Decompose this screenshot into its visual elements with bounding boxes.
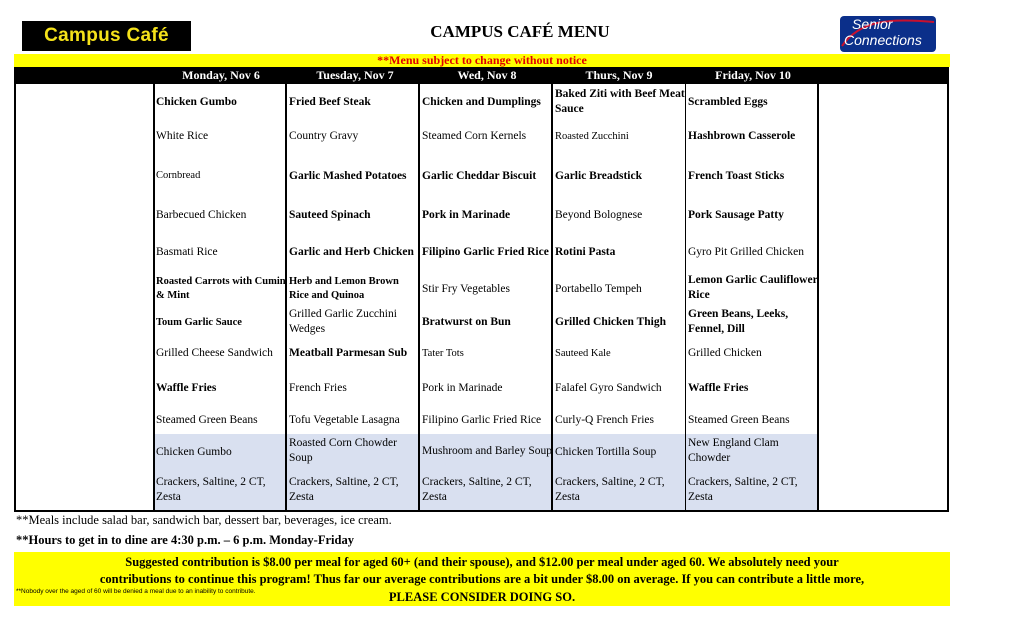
menu-item: Pork Sausage Patty [688, 208, 784, 221]
menu-item: Toum Garlic Sauce [156, 316, 242, 328]
menu-item: Rotini Pasta [555, 245, 616, 258]
day-header-friday: Friday, Nov 10 [715, 68, 791, 82]
menu-item: Pork in Marinade [422, 381, 503, 394]
menu-item: Grilled Garlic Zucchini Wedges [289, 308, 397, 335]
menu-item: Crackers, Saltine, 2 CT, Zesta [688, 476, 798, 503]
menu-item: Roasted Zucchini [555, 130, 629, 142]
menu-item: New England Clam Chowder [688, 437, 779, 464]
menu-item: Crackers, Saltine, 2 CT, Zesta [555, 476, 665, 503]
menu-item: Grilled Chicken Thigh [555, 315, 666, 328]
menu-item: Steamed Corn Kernels [422, 129, 527, 142]
menu-item: Crackers, Saltine, 2 CT, Zesta [422, 476, 532, 503]
menu-item: Crackers, Saltine, 2 CT, Zesta [289, 476, 399, 503]
menu-item: Country Gravy [289, 129, 359, 142]
menu-item: Lemon Garlic Cauliflower Rice [688, 274, 818, 301]
menu-item: Beyond Bolognese [555, 208, 643, 221]
menu-item: Steamed Green Beans [156, 413, 258, 426]
menu-item: Meatball Parmesan Sub [289, 346, 408, 359]
column-divider [685, 84, 686, 512]
logo-line-2: Connections [844, 32, 922, 48]
menu-item: Filipino Garlic Fried Rice [422, 245, 549, 258]
contribution-line-1: Suggested contribution is $8.00 per meal for aged 60+ (and their spouse), and $12.00 per meal under aged 60. We absolutely need your [125, 555, 839, 569]
day-header-monday: Monday, Nov 6 [182, 68, 260, 82]
menu-item: Scrambled Eggs [688, 95, 768, 108]
senior-connections-logo [840, 16, 936, 52]
menu-item: Bratwurst on Bun [422, 315, 511, 328]
menu-item: Steamed Green Beans [688, 413, 790, 426]
menu-item: Chicken Gumbo [156, 445, 232, 458]
menu-item: Fried Beef Steak [289, 95, 371, 108]
menu-item: Basmati Rice [156, 245, 218, 258]
menu-item: Baked Ziti with Beef Meat Sauce [555, 88, 685, 115]
menu-item: Chicken and Dumplings [422, 95, 541, 108]
menu-item: Garlic and Herb Chicken [289, 245, 414, 258]
logo-line-1: Senior [852, 16, 893, 32]
contribution-notice [14, 552, 950, 606]
menu-item: Sauteed Spinach [289, 208, 371, 221]
menu-item: Herb and Lemon Brown Rice and Quinoa [289, 276, 399, 301]
menu-item: Mushroom and Barley Soup [422, 444, 553, 457]
menu-item: Grilled Cheese Sandwich [156, 346, 273, 359]
menu-item: Curly-Q French Fries [555, 413, 655, 426]
menu-item: Garlic Breadstick [555, 169, 642, 182]
menu-item: Crackers, Saltine, 2 CT, Zesta [156, 476, 266, 503]
day-header-thursday: Thurs, Nov 9 [585, 68, 653, 82]
menu-item: Gyro Pit Grilled Chicken [688, 245, 804, 258]
menu-item: White Rice [156, 129, 209, 142]
menu-item: Tofu Vegetable Lasagna [289, 413, 400, 426]
menu-item: Chicken Gumbo [156, 95, 237, 108]
menu-item: Garlic Cheddar Biscuit [422, 169, 537, 182]
menu-item: Tater Tots [422, 347, 464, 359]
column-divider [153, 84, 155, 512]
menu-item: Roasted Corn Chowder Soup [289, 437, 397, 464]
menu-item: Hashbrown Casserole [688, 129, 796, 142]
menu-item: Cornbread [156, 169, 201, 181]
meals-note: **Meals include salad bar, sandwich bar, dessert bar, beverages, ice cream. [16, 513, 392, 527]
menu-item: Stir Fry Vegetables [422, 282, 510, 295]
menu-item: Waffle Fries [156, 381, 217, 394]
no-one-denied-note: **Nobody over the aged of 60 will be denied a meal due to an inability to contribute. [16, 588, 256, 595]
menu-item: Chicken Tortilla Soup [555, 445, 657, 458]
day-header-wednesday: Wed, Nov 8 [457, 68, 517, 82]
menu-item: Waffle Fries [688, 381, 749, 394]
menu-item: French Fries [289, 381, 347, 394]
menu-item: Falafel Gyro Sandwich [555, 381, 662, 394]
contribution-line-3: PLEASE CONSIDER DOING SO. [388, 590, 576, 604]
menu-item: Roasted Carrots with Cumin & Mint [156, 276, 286, 301]
menu-item: Green Beans, Leeks, Fennel, Dill [688, 308, 789, 335]
day-header-tuesday: Tuesday, Nov 7 [316, 68, 394, 82]
menu-item: Pork in Marinade [422, 208, 511, 221]
contribution-line-2: contributions to continue this program! Thus far our average contributions are a bit under $8.00 on average. If you can contribute a little more, [99, 572, 865, 586]
change-notice: **Menu subject to change without notice [14, 54, 950, 67]
menu-item: Portabello Tempeh [555, 282, 642, 295]
menu-item: Garlic Mashed Potatoes [289, 169, 407, 182]
campus-cafe-logo [22, 21, 191, 51]
menu-item: Grilled Chicken [688, 346, 762, 359]
page-title: CAMPUS CAFÉ MENU [430, 22, 610, 41]
day-header-row [14, 67, 949, 84]
menu-item: Barbecued Chicken [156, 208, 247, 221]
campus-cafe-logo-text: Campus Café [44, 25, 169, 46]
menu-item: Filipino Garlic Fried Rice [422, 413, 542, 426]
menu-item: French Toast Sticks [688, 169, 785, 182]
menu-item: Sauteed Kale [555, 347, 611, 359]
hours-note: **Hours to get in to dine are 4:30 p.m. – 6 p.m. Monday-Friday [16, 533, 354, 547]
